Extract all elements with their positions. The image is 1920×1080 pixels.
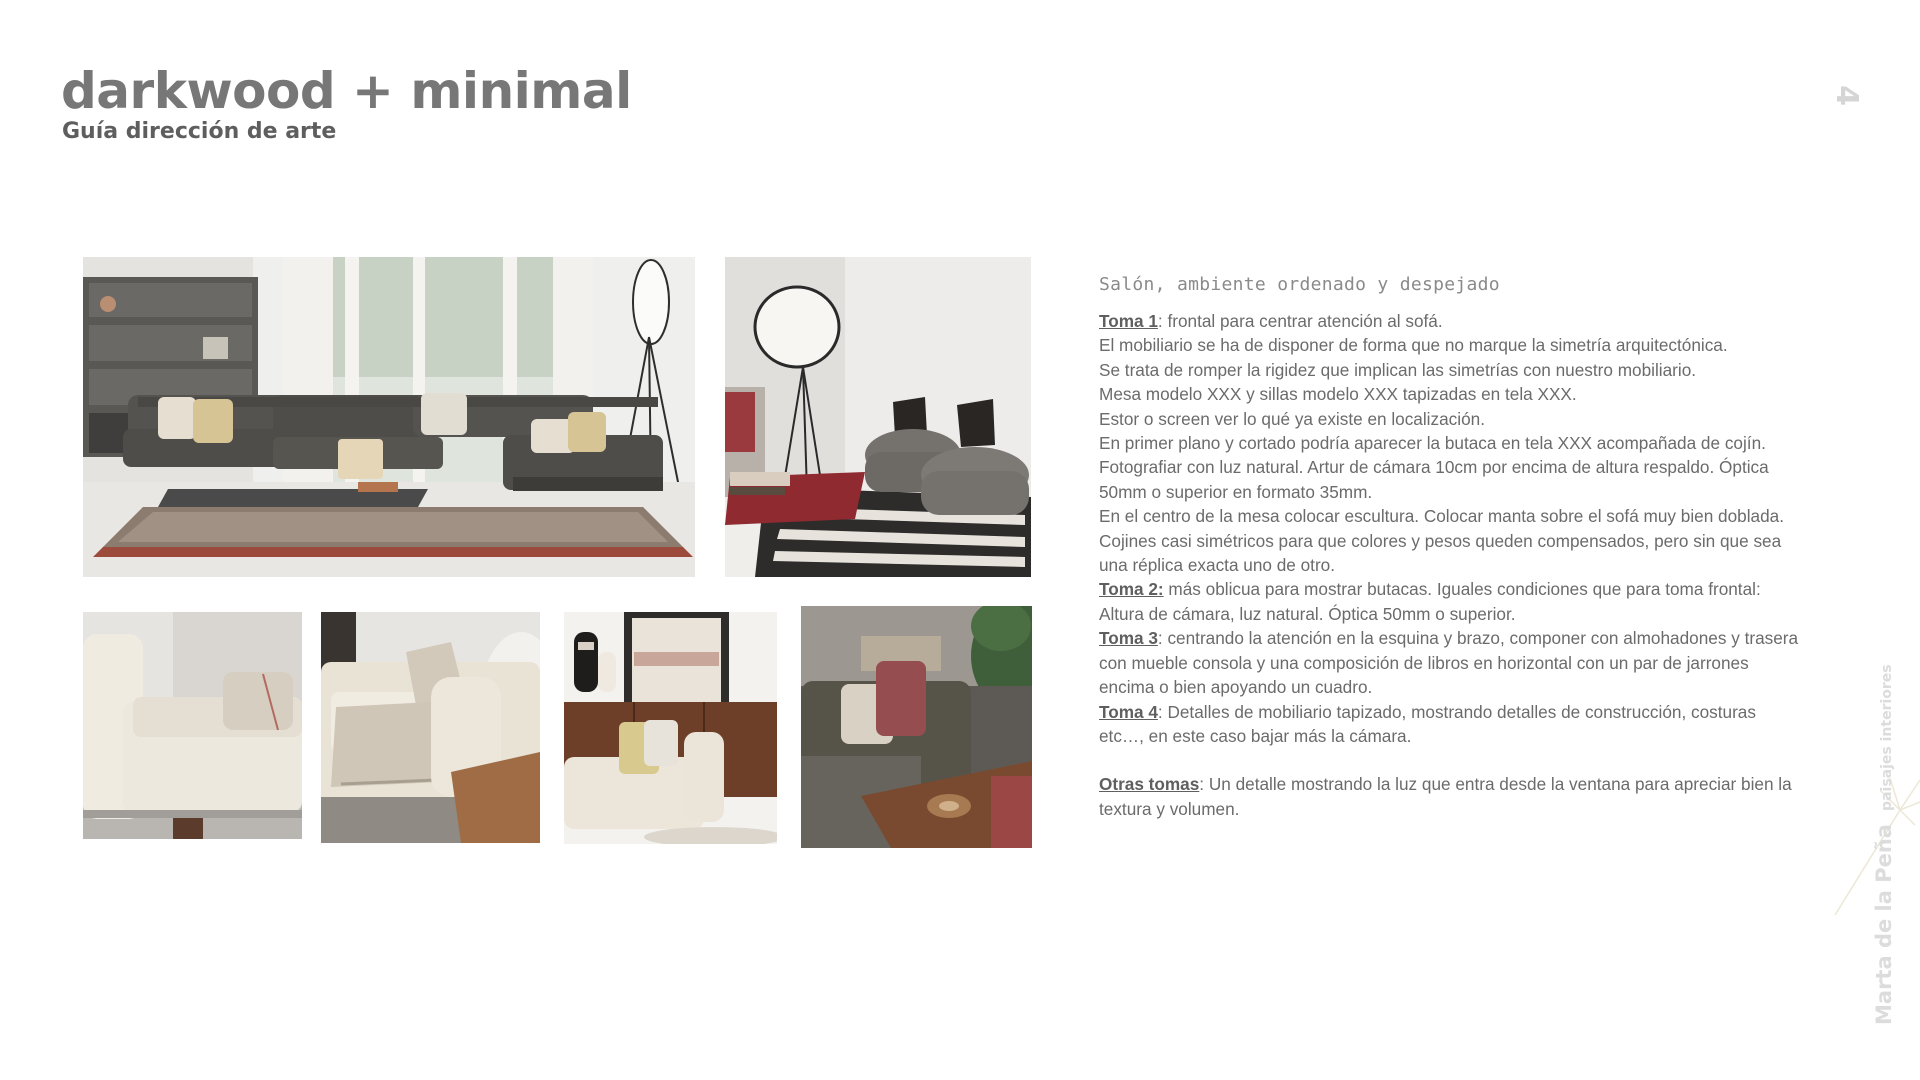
toma-3-label: Toma 3 bbox=[1099, 628, 1158, 649]
brand-name: Marta de la Peña bbox=[1872, 824, 1896, 1025]
description-block bbox=[1099, 274, 1799, 821]
console-corner-photo bbox=[564, 612, 777, 844]
body-line: En el centro de la mesa colocar escultura. Colocar manta sobre el sofá muy bien doblada. Cojines casi simétricos para que colores y pesos queden compensados, pero sin que sea una réplica exacta uno de otro. bbox=[1099, 506, 1785, 576]
toma-4-paragraph: Toma 4: Detalles de mobiliario tapizado, mostrando detalles de construcción, costuras etc…, en este caso bajar más la cámara. bbox=[1099, 701, 1756, 746]
page-subtitle: Guía dirección de arte bbox=[62, 119, 337, 144]
sofa-throw-detail-photo bbox=[321, 612, 540, 843]
living-room-sofa-photo bbox=[83, 257, 695, 577]
page-title: darkwood + minimal bbox=[61, 62, 632, 120]
armchairs-photo bbox=[725, 257, 1031, 577]
dandelion-icon bbox=[1820, 770, 1920, 920]
toma-4-label: Toma 4 bbox=[1099, 701, 1158, 722]
toma-2-label: Toma 2: bbox=[1099, 579, 1164, 600]
body-line: Se trata de romper la rigidez que implican las simetrías con nuestro mobiliario. bbox=[1099, 359, 1697, 380]
otras-tomas-paragraph: Otras tomas: Un detalle mostrando la luz que entra desde la ventana para apreciar bien la textura y volumen. bbox=[1099, 774, 1792, 819]
toma-2-paragraph: Toma 2: más oblicua para mostrar butacas. Iguales condiciones que para toma frontal: Altura de cámara, luz natural. Óptica 50mm o superior. bbox=[1099, 579, 1761, 624]
page-number: 4 bbox=[1828, 85, 1864, 106]
upholstery-detail-photo bbox=[801, 606, 1032, 848]
body-line: Estor o screen ver lo qué ya existe en localización. bbox=[1099, 408, 1485, 429]
body-line: En primer plano y cortado podría aparecer la butaca en tela XXX acompañada de cojín. bbox=[1099, 433, 1766, 454]
body-line: El mobiliario se ha de disponer de forma que no marque la simetría arquitectónica. bbox=[1099, 335, 1728, 356]
brand-tagline: paisajes interiores bbox=[1879, 664, 1895, 811]
brand-watermark bbox=[1872, 664, 1896, 1025]
toma-1-paragraph: Toma 1: frontal para centrar atención al sofá. bbox=[1099, 311, 1443, 331]
toma-1-label: Toma 1 bbox=[1099, 311, 1158, 331]
toma-3-paragraph: Toma 3: centrando la atención en la esquina y brazo, componer con almohadones y trasera con mueble consola y una composición de libros en horizontal con un par de jarrones encima o bien apoyando un cuadro. bbox=[1099, 628, 1799, 698]
body-line: Fotografiar con luz natural. Artur de cámara 10cm por encima de altura respaldo. Óptica 50mm o superior en formato 35mm. bbox=[1099, 457, 1769, 502]
section-heading: Salón, ambiente ordenado y despejado bbox=[1099, 274, 1500, 295]
otras-tomas-label: Otras tomas bbox=[1099, 774, 1200, 795]
body-line: Mesa modelo XXX y sillas modelo XXX tapizadas en tela XXX. bbox=[1099, 384, 1577, 405]
sofa-armrest-detail-photo bbox=[83, 612, 302, 839]
